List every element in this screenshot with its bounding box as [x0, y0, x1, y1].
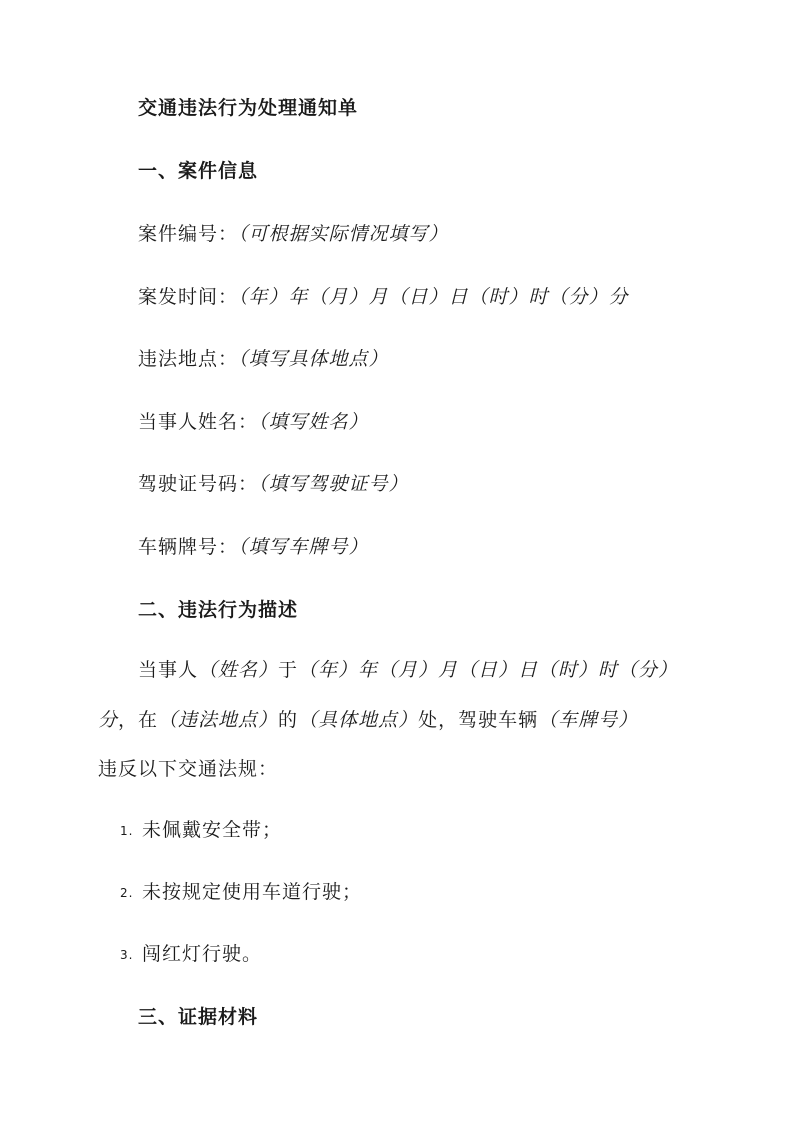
list-item [120, 942, 262, 967]
field-value: （填写驾驶证号） [258, 473, 409, 495]
list-item [120, 818, 282, 843]
list-text: 闯红灯行驶。 [142, 943, 263, 965]
list-item [120, 880, 362, 905]
placeholder-detail: （具体地点） [298, 709, 419, 731]
field-value: （填写姓名） [258, 411, 369, 433]
section-heading-violation: 二、违法行为描述 [138, 599, 299, 621]
field-value: （填写具体地点） [238, 348, 389, 370]
field-label: 驾驶证号码： [138, 473, 259, 495]
field-party-name [138, 410, 369, 434]
section-heading-evidence: 三、证据材料 [138, 1006, 259, 1028]
field-label: 案发时间： [138, 286, 239, 308]
list-text: 未按规定使用车道行驶； [142, 881, 363, 903]
field-label: 车辆牌号： [138, 536, 239, 558]
field-license-number [138, 472, 409, 496]
field-label: 案件编号： [138, 223, 239, 245]
paragraph-line-1: 当事人（姓名）于（年）年（月）月（日）日（时）时（分） [138, 659, 679, 681]
document-title: 交通违法行为处理通知单 [138, 97, 359, 119]
field-violation-location [138, 347, 389, 371]
placeholder-plate: （车牌号） [538, 709, 639, 731]
field-incident-time [138, 285, 629, 309]
field-plate-number [138, 535, 369, 559]
list-number: 3. [120, 947, 134, 962]
list-number: 1. [120, 823, 134, 838]
field-value: （年）年（月）月（日）日（时）时（分）分 [238, 286, 629, 308]
field-label: 当事人姓名： [138, 411, 259, 433]
list-text: 未佩戴安全带； [142, 819, 283, 841]
field-value: （填写车牌号） [238, 536, 369, 558]
section-heading-case-info: 一、案件信息 [138, 160, 259, 182]
placeholder-time: （年）年（月）月（日）日（时）时（分） [298, 659, 679, 681]
field-value: （可根据实际情况填写） [238, 223, 449, 245]
field-label: 违法地点： [138, 348, 239, 370]
paragraph-line-2: 分，在（违法地点）的（具体地点）处，驾驶车辆（车牌号） [98, 709, 639, 731]
placeholder-place: （违法地点） [158, 709, 279, 731]
list-number: 2. [120, 885, 134, 900]
paragraph-line-3: 违反以下交通法规： [98, 758, 279, 780]
field-case-number [138, 222, 449, 246]
placeholder-name: （姓名） [198, 659, 279, 681]
